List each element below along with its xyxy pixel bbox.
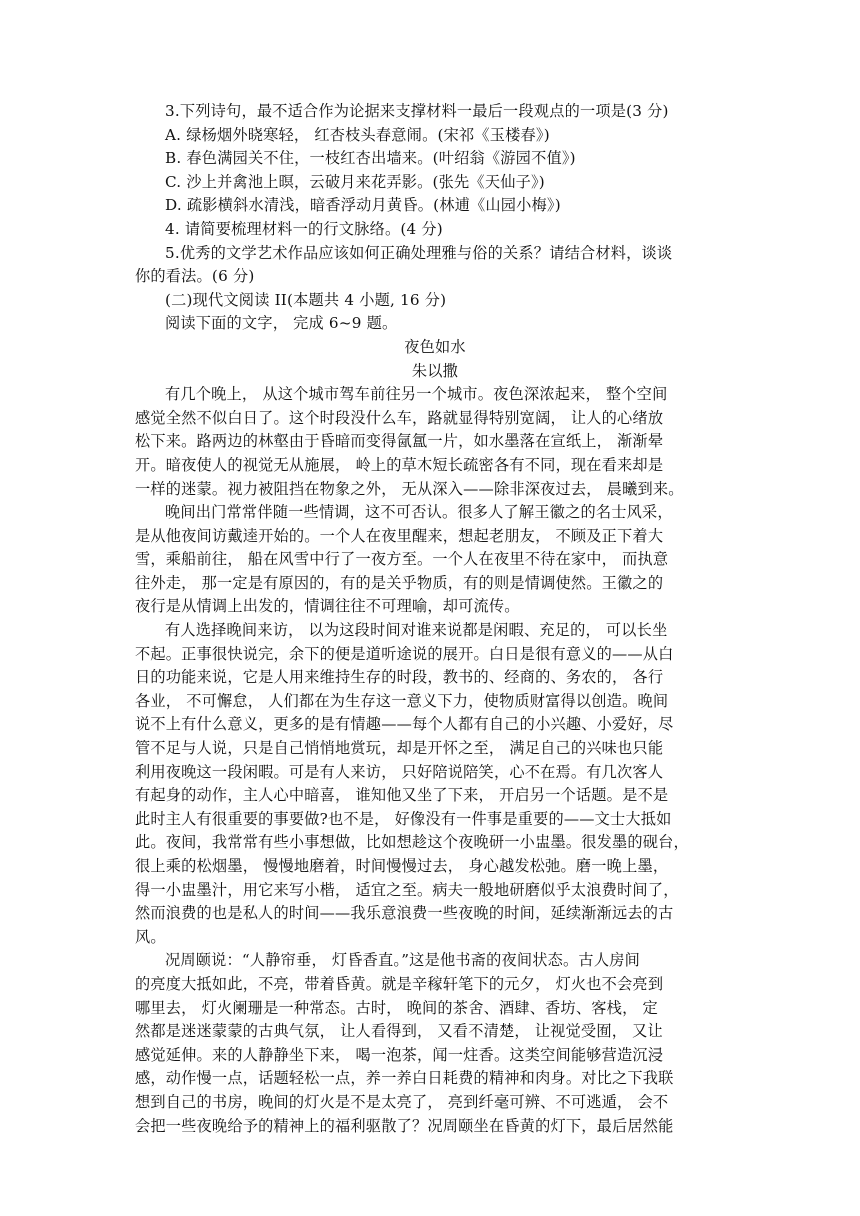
article-text-line: 一样的迷蒙。视力被阻挡在物象之外， 无从深入——除非深夜过去， 晨曦到来。 [135, 479, 684, 498]
article-text-line: 管不足与人说，只是自己悄悄地赏玩，却是开怀之至， 满足自己的兴味也只能 [135, 739, 664, 758]
question-4: 4. 请简要梳理材料一的行文脉络。(4 分) [165, 219, 443, 238]
article-text-line: 然都是迷迷蒙蒙的古典气氛， 让人看得到， 又看不清楚， 让视觉受囿， 又让 [135, 1022, 663, 1041]
article-text-line: 有人选择晚间来访， 以为这段时间对谁来说都是闲暇、充足的， 可以长坐 [165, 621, 668, 640]
article-text-line: 的亮度大抵如此，不亮，带着昏黄。就是辛稼轩笔下的元夕， 灯火也不会亮到 [135, 974, 664, 993]
article-text-line: 会把一些夜晚给予的精神上的福利驱散了？况周颐坐在昏黄的灯下，最后居然能 [135, 1116, 674, 1135]
article-text-line: 感觉延伸。来的人静静坐下来， 喝一泡茶，闻一炷香。这类空间能够营造沉浸 [135, 1045, 664, 1064]
article-text-line: 有几个晚上， 从这个城市驾车前往另一个城市。夜色深浓起来， 整个空间 [165, 385, 668, 404]
section-heading: (二)现代文阅读 II(本题共 4 小题, 16 分) [165, 290, 447, 309]
article-text-line: 不起。正事很快说完，余下的便是道听途说的展开。白日是很有意义的——从白 [135, 644, 674, 663]
article-text-line: 是从他夜间访戴逵开始的。一个人在夜里醒来，想起老朋友， 不顾及正下着大 [135, 526, 664, 545]
question-3-stem: 3.下列诗句，最不适合作为论据来支撑材料一最后一段观点的一项是(3 分) [165, 102, 669, 120]
question-5-line-1: 5.优秀的文学艺术作品应该如何正确处理雅与俗的关系？请结合材料，谈谈 [165, 243, 673, 262]
article-body [135, 383, 735, 1138]
section-instruction: 阅读下面的文字， 完成 6~9 题。 [165, 314, 398, 333]
question-3-option-d: D. 疏影横斜水清浅，暗香浮动月黄昏。(林逋《山园小梅》) [165, 196, 561, 215]
article-text-line: 各业， 不可懈怠， 人们都在为生存这一意义下力，使物质财富得以创造。晚间 [135, 691, 669, 710]
article-text-line: 此时主人有很重要的事要做?也不是， 好像没有一件事是重要的——文士大抵如 [135, 809, 672, 828]
article-text-line: 说不上有什么意义，更多的是有情趣——每个人都有自己的小兴趣、小爱好，尽 [135, 715, 674, 734]
question-3-options [135, 124, 735, 218]
question-3-option-b: B. 春色满园关不住，一枝红杏出墙来。(叶绍翁《游园不值》) [165, 149, 576, 168]
question-3-option-a: A. 绿杨烟外晓寒轻， 红杏枝头春意闹。(宋祁《玉楼春》) [165, 125, 550, 144]
article-text-line: 夜行是从情调上出发的，情调往往不可理喻，却可流传。 [135, 597, 520, 616]
article-text-line: 开。暗夜使人的视觉无从施展， 岭上的草木短长疏密各有不同，现在看来却是 [135, 455, 664, 474]
article-text-line: 晚间出门常常伴随一些情调，这不可否认。很多人了解王徽之的名士风采， [165, 503, 673, 522]
article-text-line: 感，动作慢一点，话题轻松一点，养一养白日耗费的精神和肉身。对比之下我联 [135, 1069, 674, 1088]
question-5-line-2: 你的看法。(6 分) [135, 267, 255, 286]
article-text-line: 然而浪费的也是私人的时间——我乐意浪费一些夜晚的时间，延续渐渐远去的古 [135, 904, 674, 923]
article-text-line: 利用夜晚这一段闲暇。可是有人来访， 只好陪说陪笑，心不在焉。有几次客人 [135, 762, 664, 781]
article-text-line: 有起身的动作，主人心中暗喜， 谁知他又坐了下来， 开启另一个话题。是不是 [135, 786, 669, 805]
article-text-line: 日的功能来说，它是人用来维持生存的时段，教书的、经商的、务农的， 各行 [135, 668, 664, 687]
article-text-line: 松下来。路两边的林壑由于昏暗而变得氤氲一片，如水墨落在宣纸上， 渐渐晕 [135, 432, 664, 451]
article-title: 夜色如水 [404, 337, 466, 356]
article-text-line: 此。夜间，我常常有些小事想做，比如想趁这个夜晚研一小盅墨。很发墨的砚台， [135, 833, 689, 852]
article-text-line: 风。 [135, 927, 166, 946]
article-text-line: 感觉全然不似白日了。这个时段没什么车，路就显得特别宽阔， 让人的心绪放 [135, 408, 664, 427]
article-text-line: 雪，乘船前往， 船在风雪中行了一夜方至。一个人在夜里不待在家中， 而执意 [135, 550, 669, 569]
question-3-option-c: C. 沙上并禽池上暝，云破月来花弄影。(张先《天仙子》) [165, 172, 545, 191]
document-page [135, 100, 735, 1138]
article-text-line: 况周颐说：“人静帘垂， 灯昏香直。”这是他书斋的夜间状态。古人房间 [165, 951, 640, 970]
article-author: 朱以撒 [411, 361, 459, 380]
article-text-line: 往外走， 那一定是有原因的，有的是关乎物质，有的则是情调使然。王徽之的 [135, 573, 664, 592]
article-text-line: 想到自己的书房，晚间的灯火是不是太亮了， 亮到纤毫可辨、不可逃遁， 会不 [135, 1092, 669, 1111]
article-text-line: 得一小盅墨汁，用它来写小楷， 适宜之至。病夫一般地研磨似乎太浪费时间了， [135, 880, 679, 899]
article-text-line: 很上乘的松烟墨， 慢慢地磨着，时间慢慢过去， 身心越发松弛。磨一晚上墨， [135, 857, 669, 875]
article-text-line: 哪里去， 灯火阑珊是一种常态。古时， 晚间的茶舍、酒肆、香坊、客栈， 定 [135, 998, 658, 1017]
